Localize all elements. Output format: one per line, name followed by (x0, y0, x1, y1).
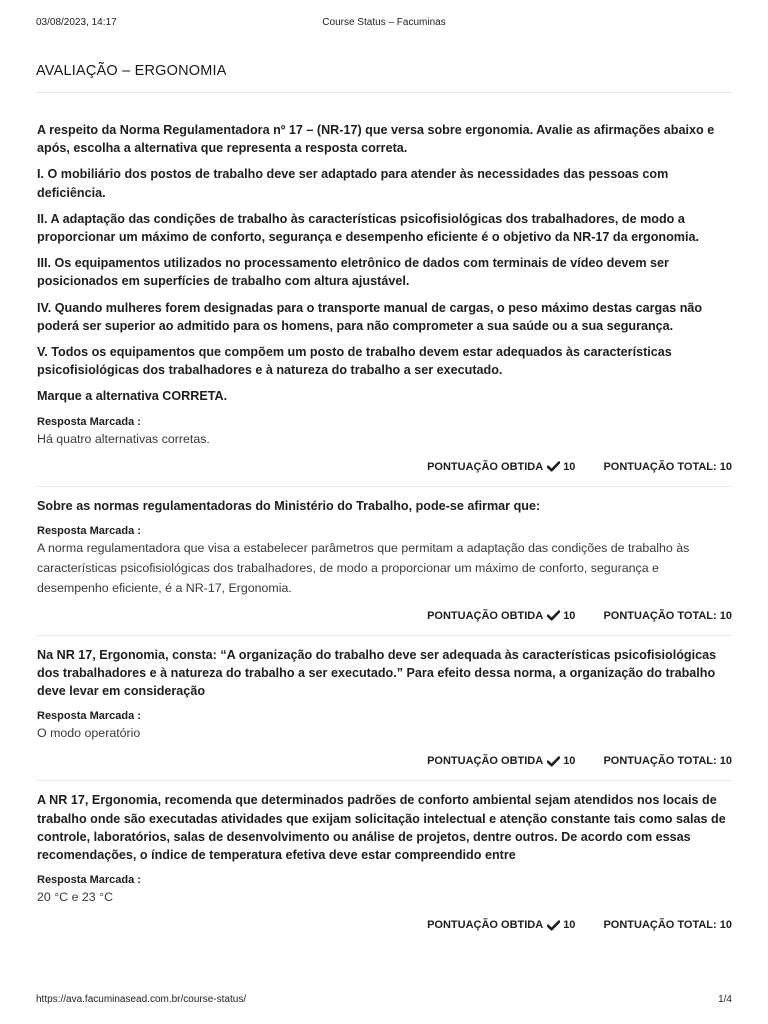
check-icon (547, 610, 560, 621)
score-obtained (427, 461, 575, 473)
score-row (37, 919, 732, 944)
selected-answer: 20 °C e 23 °C (37, 890, 114, 905)
score-obtained-value: 10 (563, 755, 576, 768)
selected-answer: O modo operatório (37, 726, 141, 741)
question-block (37, 497, 732, 636)
score-total-value: 10 (719, 755, 732, 768)
score-total (603, 461, 732, 473)
answer-label: Resposta Marcada : (37, 524, 141, 537)
question-paragraph: Sobre as normas regulamentadoras do Ministério do Trabalho, pode-se afirmar que: (37, 498, 541, 513)
print-footer (36, 994, 732, 1008)
title-divider (36, 92, 732, 93)
score-total-value: 10 (719, 460, 732, 473)
question-text (37, 791, 732, 864)
check-icon (547, 756, 560, 767)
score-total-label: PONTUAÇÃO TOTAL: (603, 460, 717, 473)
question-paragraph: II. A adaptação das condições de trabalho às características psicofisiológicas dos trabalhadores, de modo a proporcionar um máximo de conforto, segurança e desempenho eficiente é o objetivo da NR-17 da ergonomia. (37, 211, 700, 245)
score-obtained-value: 10 (563, 609, 576, 622)
question-block (37, 791, 732, 944)
answer-label: Resposta Marcada : (37, 710, 141, 723)
question-paragraph: I. O mobiliário dos postos de trabalho deve ser adaptado para atender às necessidades das pessoas com deficiência. (37, 167, 669, 200)
question-text (37, 646, 732, 701)
question-text (37, 121, 732, 406)
print-date: 03/08/2023, 14:17 (36, 17, 117, 28)
print-page-title: Course Status – Facuminas (322, 17, 446, 28)
score-total-value: 10 (719, 919, 732, 932)
score-total (603, 919, 732, 931)
page-title: AVALIAÇÃO – ERGONOMIA (36, 63, 227, 79)
question-paragraph: A respeito da Norma Regulamentadora nº 17 – (NR-17) que versa sobre ergonomia. Avalie as afirmações abaixo e após, escolha a alternativa que representa a resposta correta. (37, 123, 715, 156)
print-header (36, 17, 732, 31)
score-total-label: PONTUAÇÃO TOTAL: (603, 919, 717, 932)
question-paragraph: V. Todos os equipamentos que compõem um posto de trabalho devem estar adequados às características psicofisiológicas dos trabalhadores e à natureza do trabalho a ser executado. (37, 345, 672, 378)
question-paragraph: Na NR 17, Ergonomia, consta: “A organização do trabalho deve ser adequada às características psicofisiológicas dos trabalhadores e à natureza do trabalho a ser executado.” Para efeito dessa norma, a organização do trabalho deve levar em consideração (37, 647, 717, 699)
score-obtained (427, 610, 575, 622)
score-obtained-label: PONTUAÇÃO OBTIDA (427, 460, 544, 473)
score-total (603, 610, 732, 622)
question-block (37, 646, 732, 782)
print-page-number: 1/4 (718, 994, 732, 1005)
answer-label: Resposta Marcada : (37, 415, 141, 428)
check-icon (547, 920, 560, 931)
score-obtained-label: PONTUAÇÃO OBTIDA (427, 919, 544, 932)
score-obtained (427, 919, 575, 931)
answer-label: Resposta Marcada : (37, 874, 141, 887)
score-obtained (427, 755, 575, 767)
question-paragraph: III. Os equipamentos utilizados no processamento eletrônico de dados com terminais de vídeo devem ser posicionados em superfícies de trabalho com altura ajustável. (37, 256, 669, 289)
selected-answer: A norma regulamentadora que visa a estabelecer parâmetros que permitam a adaptação das condições de trabalho às características psicofisiológicas dos trabalhadores, de modo a proporcionar um máximo de conforto, segurança e desempenho eficiente, é a NR-17, Ergonomia. (37, 540, 690, 595)
check-icon (547, 461, 560, 472)
score-obtained-label: PONTUAÇÃO OBTIDA (427, 755, 544, 768)
score-total-value: 10 (719, 609, 732, 622)
score-total-label: PONTUAÇÃO TOTAL: (603, 609, 717, 622)
score-obtained-label: PONTUAÇÃO OBTIDA (427, 609, 544, 622)
score-total (603, 755, 732, 767)
score-total-label: PONTUAÇÃO TOTAL: (603, 755, 717, 768)
score-obtained-value: 10 (563, 919, 576, 932)
questions-list (37, 121, 732, 944)
print-url: https://ava.facuminasead.com.br/course-status/ (36, 994, 247, 1005)
question-paragraph: Marque a alternativa CORRETA. (37, 389, 228, 404)
selected-answer: Há quatro alternativas corretas. (37, 431, 210, 446)
question-text (37, 497, 732, 515)
score-row (37, 755, 732, 780)
question-block (37, 121, 732, 487)
question-paragraph: IV. Quando mulheres forem designadas para o transporte manual de cargas, o peso máximo destas cargas não poderá ser superior ao admitido para os homens, para não comprometer a sua saúde ou a sua segurança. (37, 300, 703, 333)
question-paragraph: A NR 17, Ergonomia, recomenda que determinados padrões de conforto ambiental sejam atendidos nos locais de trabalho onde são executadas atividades que exijam solicitação intelectual e atenção constante tais como salas de controle, laboratórios, salas de desenvolvimento ou análise de projetos, dentre outros. De acordo com essas recomendações, o índice de temperatura efetiva deve estar compreendido entre (37, 793, 726, 863)
score-obtained-value: 10 (563, 460, 576, 473)
score-row (37, 461, 732, 486)
score-row (37, 610, 732, 635)
